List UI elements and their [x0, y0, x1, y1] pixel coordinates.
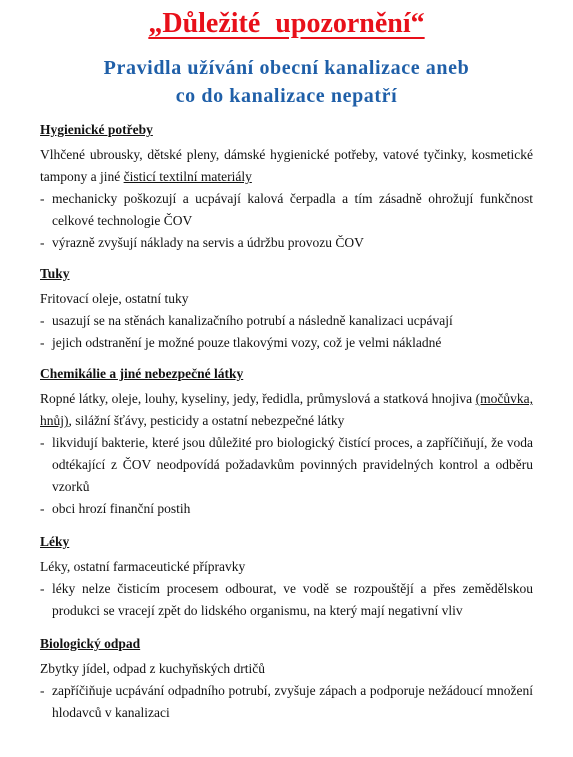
intro-text: Vlhčené ubrousky, dětské pleny, dámské hygienické potřeby, vatové tyčinky, kosmetické tampony a jiné — [40, 147, 533, 184]
section-heading: Léky — [40, 534, 70, 549]
bullet-list — [40, 578, 533, 622]
list-item: - likvidují bakterie, které jsou důležité pro biologický čistící proces, a zapříčiňují, že voda odtékající z ČOV neodpovídá požadavkům povinných pravidelných kontrol a odběru vzorků — [40, 432, 533, 498]
section-heading: Chemikálie a jiné nebezpečné látky — [40, 366, 244, 381]
list-item: - zapříčiňuje ucpávání odpadního potrubí, zvyšuje zápach a podporuje nežádoucí množení hlodavců v kanalizaci — [40, 680, 533, 724]
bullet-list — [40, 432, 533, 520]
section-intro: Fritovací oleje, ostatní tuky — [40, 291, 189, 306]
bullet-list — [40, 680, 533, 724]
list-item: - výrazně zvyšují náklady na servis a údržbu provozu ČOV — [40, 232, 533, 254]
list-item: - léky nelze čisticím procesem odbourat, ve vodě se rozpouštějí a přes zemědělskou produkci se vracejí zpět do lidského organismu, na který mají negativní vliv — [40, 578, 533, 622]
section-intro: Zbytky jídel, odpad z kuchyňských drtičů — [40, 661, 265, 676]
subtitle-line-1: Pravidla užívání obecní kanalizace aneb — [103, 57, 470, 79]
section-chemicals — [40, 364, 533, 520]
section-fats — [40, 264, 533, 354]
list-item: - usazují se na stěnách kanalizačního potrubí a následně kanalizaci ucpávají — [40, 310, 533, 332]
subtitle-line-2: co do kanalizace nepatří — [175, 85, 398, 107]
bullet-list — [40, 188, 533, 254]
section-intro — [40, 144, 533, 188]
section-heading: Hygienické potřeby — [40, 122, 153, 137]
section-medicines — [40, 532, 533, 622]
intro-text: Ropné látky, oleje, louhy, kyseliny, jedy, ředidla, průmyslová a statková hnojiva — [40, 391, 476, 406]
list-item: - obci hrozí finanční postih — [40, 498, 533, 520]
list-item: - mechanicky poškozují a ucpávají kalová čerpadla a tím zásadně ohrožují funkčnost celkové technologie ČOV — [40, 188, 533, 232]
section-biological-waste — [40, 634, 533, 724]
section-heading: Biologický odpad — [40, 636, 141, 651]
bullet-list — [40, 310, 533, 354]
intro-underlined-text: (močůvka, hnůj) — [40, 391, 533, 428]
section-intro — [40, 388, 533, 432]
section-hygiene — [40, 120, 533, 254]
subtitle — [40, 54, 533, 110]
section-intro: Léky, ostatní farmaceutické přípravky — [40, 559, 246, 574]
intro-underlined-text: čisticí textilní materiály — [123, 169, 252, 184]
intro-text-after: , silážní šťávy, pesticidy a ostatní nebezpečné látky — [68, 413, 345, 428]
section-heading: Tuky — [40, 266, 70, 281]
list-item: - jejich odstranění je možné pouze tlakovými vozy, což je velmi nákladné — [40, 332, 533, 354]
main-title: „Důležité upozornění“ — [148, 8, 425, 39]
